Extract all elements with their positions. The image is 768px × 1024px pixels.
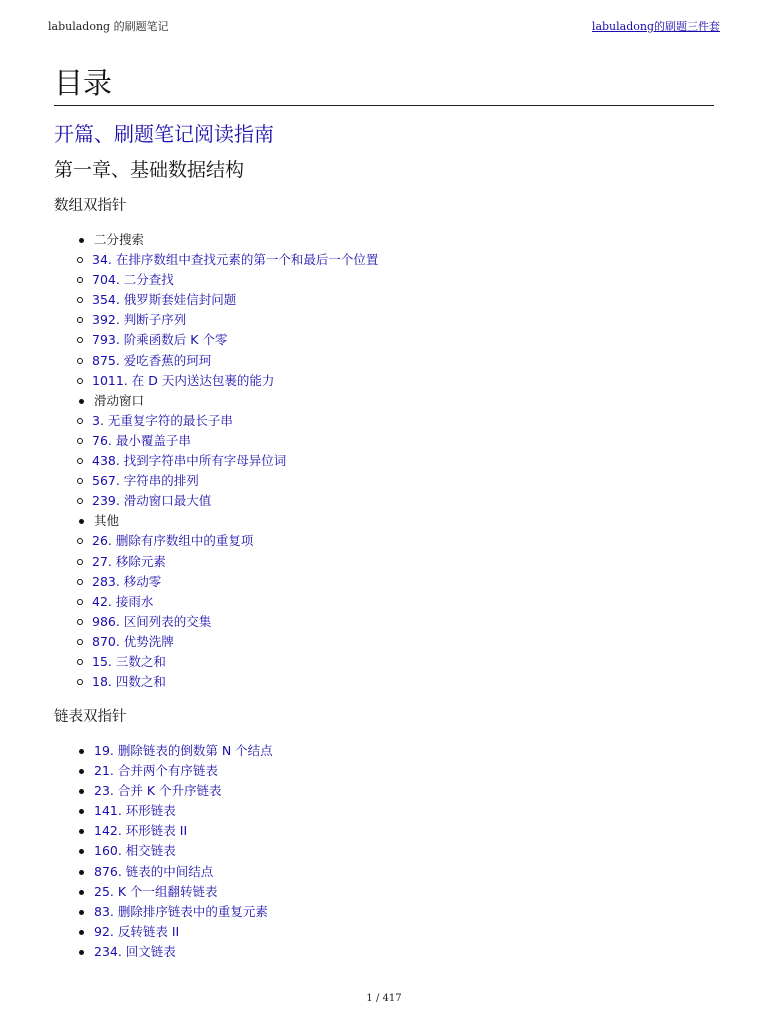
list-item: [54, 351, 728, 371]
problem-link[interactable]: 875. 爱吃香蕉的珂珂: [92, 352, 212, 368]
problem-link[interactable]: 876. 链表的中间结点: [94, 863, 214, 879]
problem-link[interactable]: 25. K 个一组翻转链表: [94, 883, 218, 899]
category-label: 其他: [54, 511, 728, 531]
list-item: [54, 250, 728, 270]
category-item: [54, 230, 728, 391]
list-item: [54, 942, 728, 962]
list-item: [54, 672, 728, 692]
list-item: [54, 330, 728, 350]
list-item: [54, 572, 728, 592]
problem-list: [54, 411, 728, 511]
list-item: [54, 652, 728, 672]
category-item: [54, 391, 728, 512]
list-item: [54, 552, 728, 572]
problem-link[interactable]: 567. 字符串的排列: [92, 473, 199, 489]
problem-list: [54, 250, 728, 391]
array-category-list: [54, 230, 728, 692]
problem-link[interactable]: 83. 删除排序链表中的重复元素: [94, 903, 268, 919]
list-item: [54, 882, 728, 902]
problem-link[interactable]: 1011. 在 D 天内送达包裹的能力: [92, 372, 275, 388]
list-item: [54, 290, 728, 310]
problem-link[interactable]: 283. 移动零: [92, 573, 162, 589]
section-heading-array: 数组双指针: [54, 198, 127, 214]
page-title: 目录: [54, 66, 113, 100]
problem-link[interactable]: 793. 阶乘函数后 K 个零: [92, 332, 228, 348]
list-item: [54, 612, 728, 632]
guide-link[interactable]: 开篇、刷题笔记阅读指南: [54, 122, 274, 146]
list-item: [54, 632, 728, 652]
list-item: [54, 371, 728, 391]
problem-link[interactable]: 3. 无重复字符的最长子串: [92, 412, 233, 428]
problem-link[interactable]: 15. 三数之和: [92, 653, 166, 669]
problem-link[interactable]: 704. 二分查找: [92, 272, 174, 288]
problem-link[interactable]: 392. 判断子序列: [92, 312, 187, 328]
chapter-heading: 第一章、基础数据结构: [54, 159, 245, 181]
problem-link[interactable]: 141. 环形链表: [94, 803, 176, 819]
list-item: [54, 821, 728, 841]
list-item: [54, 801, 728, 821]
list-item: [54, 431, 728, 451]
problem-link[interactable]: 354. 俄罗斯套娃信封问题: [92, 292, 237, 308]
problem-link[interactable]: 160. 相交链表: [94, 843, 176, 859]
problem-link[interactable]: 986. 区间列表的交集: [92, 613, 212, 629]
problem-link[interactable]: 34. 在排序数组中查找元素的第一个和最后一个位置: [92, 252, 379, 268]
list-item: [54, 531, 728, 551]
list-item: [54, 471, 728, 491]
problem-link[interactable]: 18. 四数之和: [92, 674, 166, 690]
problem-link[interactable]: 23. 合并 K 个升序链表: [94, 783, 222, 799]
category-item: [54, 511, 728, 692]
problem-link[interactable]: 438. 找到字符串中所有字母异位词: [92, 453, 287, 469]
problem-link[interactable]: 239. 滑动窗口最大值: [92, 493, 212, 509]
problem-link[interactable]: 870. 优势洗牌: [92, 633, 174, 649]
problem-link[interactable]: 21. 合并两个有序链表: [94, 763, 218, 779]
header-right-link[interactable]: labuladong的刷题三件套: [591, 20, 720, 33]
header-left-text: labuladong 的刷题笔记: [48, 20, 169, 33]
section-heading-linked-list: 链表双指针: [54, 709, 127, 725]
list-item: [54, 592, 728, 612]
list-item: [54, 451, 728, 471]
problem-link[interactable]: 19. 删除链表的倒数第 N 个结点: [94, 743, 273, 758]
list-item: [54, 491, 728, 511]
list-item: [54, 741, 728, 761]
list-item: [54, 922, 728, 942]
problem-list: [54, 531, 728, 692]
problem-link[interactable]: 142. 环形链表 II: [94, 823, 188, 839]
list-item: [54, 270, 728, 290]
problem-link[interactable]: 92. 反转链表 II: [94, 923, 180, 939]
list-item: [54, 862, 728, 882]
list-item: [54, 310, 728, 330]
category-label: 二分搜索: [54, 230, 728, 250]
linked-list-problem-list: [54, 741, 728, 962]
problem-link[interactable]: 27. 移除元素: [92, 553, 166, 569]
list-item: [54, 761, 728, 781]
title-divider: [54, 105, 714, 106]
problem-link[interactable]: 76. 最小覆盖子串: [92, 432, 191, 448]
list-item: [54, 411, 728, 431]
list-item: [54, 841, 728, 861]
problem-link[interactable]: 42. 接雨水: [92, 593, 154, 609]
problem-link[interactable]: 234. 回文链表: [94, 943, 176, 959]
list-item: [54, 781, 728, 801]
pdf-header: [48, 18, 720, 34]
list-item: [54, 902, 728, 922]
page-number: 1 / 417: [366, 993, 402, 1004]
problem-link[interactable]: 26. 删除有序数组中的重复项: [92, 533, 254, 549]
category-label: 滑动窗口: [54, 391, 728, 411]
